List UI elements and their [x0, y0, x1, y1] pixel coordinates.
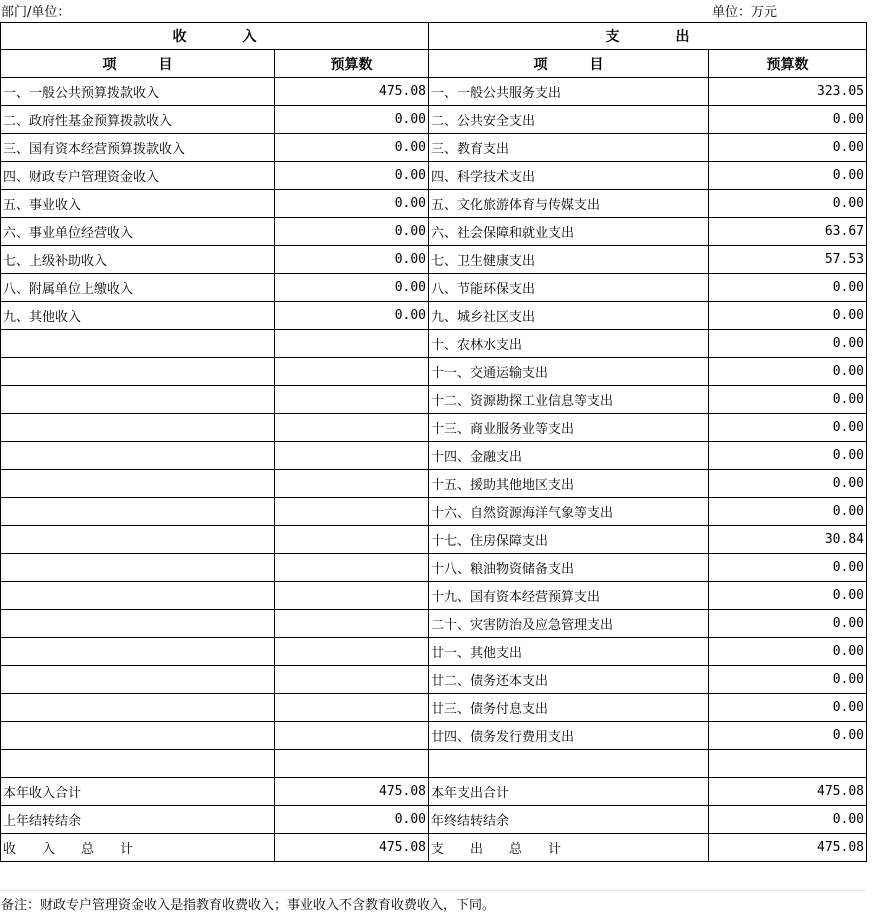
- income-value-cell: [275, 554, 429, 582]
- income-value-cell: [275, 386, 429, 414]
- expense-value-cell: 0.00: [709, 442, 867, 470]
- expense-value-cell: 0.00: [709, 162, 867, 190]
- table-row: [1, 78, 867, 106]
- expense-value-cell: 0.00: [709, 554, 867, 582]
- income-section-title: 收 入: [1, 23, 429, 50]
- expense-item-cell: 廿一、其他支出: [429, 638, 709, 666]
- income-item-cell: 本年收入合计: [1, 778, 275, 806]
- income-item-cell: [1, 666, 275, 694]
- table-row: [1, 302, 867, 330]
- expense-value-cell: 0.00: [709, 582, 867, 610]
- income-item-cell: [1, 386, 275, 414]
- income-value-cell: 475.08: [275, 78, 429, 106]
- expense-item-cell: 五、文化旅游体育与传媒支出: [429, 190, 709, 218]
- income-value-cell: 0.00: [275, 134, 429, 162]
- income-value-cell: 0.00: [275, 806, 429, 834]
- expense-value-cell: [709, 750, 867, 778]
- income-value-cell: [275, 526, 429, 554]
- expense-section-title: 支 出: [429, 23, 867, 50]
- income-budget-header: 预算数: [275, 50, 429, 78]
- income-value-cell: [275, 610, 429, 638]
- income-item-cell: 一、一般公共预算拨款收入: [1, 78, 275, 106]
- expense-value-cell: 0.00: [709, 274, 867, 302]
- expense-value-cell: 57.53: [709, 246, 867, 274]
- expense-value-cell: 0.00: [709, 106, 867, 134]
- expense-value-cell: 0.00: [709, 610, 867, 638]
- income-item-cell: [1, 498, 275, 526]
- expense-item-cell: 廿四、债务发行费用支出: [429, 722, 709, 750]
- expense-value-cell: 0.00: [709, 470, 867, 498]
- income-value-cell: 0.00: [275, 218, 429, 246]
- expense-value-cell: 0.00: [709, 722, 867, 750]
- table-row: [1, 638, 867, 666]
- table-row: [1, 386, 867, 414]
- expense-item-cell: 三、教育支出: [429, 134, 709, 162]
- income-item-cell: [1, 358, 275, 386]
- income-item-cell: [1, 526, 275, 554]
- income-item-cell: 三、国有资本经营预算拨款收入: [1, 134, 275, 162]
- department-label: 部门/单位：: [1, 5, 71, 20]
- income-value-cell: 0.00: [275, 246, 429, 274]
- income-value-cell: 0.00: [275, 302, 429, 330]
- expense-item-header: 项 目: [429, 50, 709, 78]
- expense-item-cell: 十四、金融支出: [429, 442, 709, 470]
- expense-item-cell: 六、社会保障和就业支出: [429, 218, 709, 246]
- income-item-cell: [1, 750, 275, 778]
- expense-value-cell: 0.00: [709, 302, 867, 330]
- income-item-cell: 七、上级补助收入: [1, 246, 275, 274]
- income-item-cell: 六、事业单位经营收入: [1, 218, 275, 246]
- table-row: [1, 778, 867, 806]
- income-value-cell: [275, 330, 429, 358]
- income-value-cell: 475.08: [275, 778, 429, 806]
- expense-item-cell: 本年支出合计: [429, 778, 709, 806]
- table-row: [1, 414, 867, 442]
- budget-table: [0, 22, 867, 862]
- income-item-cell: 五、事业收入: [1, 190, 275, 218]
- income-item-cell: 八、附属单位上缴收入: [1, 274, 275, 302]
- table-row: [1, 666, 867, 694]
- income-item-header: 项 目: [1, 50, 275, 78]
- expense-value-cell: 30.84: [709, 526, 867, 554]
- expense-item-cell: 十八、粮油物资储备支出: [429, 554, 709, 582]
- table-row: [1, 582, 867, 610]
- expense-value-cell: 0.00: [709, 666, 867, 694]
- expense-item-cell: 七、卫生健康支出: [429, 246, 709, 274]
- table-row: [1, 442, 867, 470]
- income-item-cell: [1, 470, 275, 498]
- table-row: [1, 806, 867, 834]
- unit-label: 单位：万元: [712, 5, 778, 20]
- income-item-cell: [1, 554, 275, 582]
- income-item-cell: [1, 722, 275, 750]
- table-row: [1, 554, 867, 582]
- table-row: [1, 246, 867, 274]
- income-value-cell: [275, 722, 429, 750]
- expense-value-cell: 0.00: [709, 498, 867, 526]
- budget-table-body: [1, 23, 867, 862]
- table-row: [1, 330, 867, 358]
- income-item-cell: [1, 442, 275, 470]
- expense-item-cell: 四、科学技术支出: [429, 162, 709, 190]
- expense-item-cell: 十七、住房保障支出: [429, 526, 709, 554]
- expense-item-cell: 廿三、债务付息支出: [429, 694, 709, 722]
- income-value-cell: [275, 442, 429, 470]
- income-value-cell: [275, 414, 429, 442]
- expense-value-cell: 475.08: [709, 778, 867, 806]
- income-value-cell: [275, 582, 429, 610]
- expense-item-cell: 十五、援助其他地区支出: [429, 470, 709, 498]
- expense-item-cell: 十二、资源勘探工业信息等支出: [429, 386, 709, 414]
- table-row: [1, 470, 867, 498]
- expense-value-cell: 0.00: [709, 190, 867, 218]
- table-row: [1, 722, 867, 750]
- table-row: [1, 162, 867, 190]
- income-item-cell: 收 入 总 计: [1, 834, 275, 862]
- expense-value-cell: 0.00: [709, 330, 867, 358]
- income-value-cell: 0.00: [275, 190, 429, 218]
- table-row: [1, 358, 867, 386]
- income-value-cell: 0.00: [275, 106, 429, 134]
- table-row: [1, 134, 867, 162]
- table-row: [1, 750, 867, 778]
- expense-value-cell: 0.00: [709, 134, 867, 162]
- expense-item-cell: 十、农林水支出: [429, 330, 709, 358]
- income-item-cell: 九、其他收入: [1, 302, 275, 330]
- expense-value-cell: 0.00: [709, 806, 867, 834]
- expense-item-cell: 年终结转结余: [429, 806, 709, 834]
- income-value-cell: [275, 358, 429, 386]
- income-value-cell: [275, 694, 429, 722]
- table-row: [1, 834, 867, 862]
- expense-item-cell: 一、一般公共服务支出: [429, 78, 709, 106]
- expense-item-cell: 支 出 总 计: [429, 834, 709, 862]
- income-value-cell: [275, 666, 429, 694]
- income-item-cell: 二、政府性基金预算拨款收入: [1, 106, 275, 134]
- expense-item-cell: 十三、商业服务业等支出: [429, 414, 709, 442]
- income-value-cell: [275, 470, 429, 498]
- expense-item-cell: 二、公共安全支出: [429, 106, 709, 134]
- income-item-cell: [1, 582, 275, 610]
- footnote: 备注：财政专户管理资金收入是指教育收费收入；事业收入不含教育收费收入，下同。: [1, 898, 496, 913]
- income-item-cell: 四、财政专户管理资金收入: [1, 162, 275, 190]
- table-row: [1, 190, 867, 218]
- income-value-cell: 0.00: [275, 162, 429, 190]
- expense-value-cell: 0.00: [709, 358, 867, 386]
- income-value-cell: 0.00: [275, 274, 429, 302]
- table-row: [1, 694, 867, 722]
- income-value-cell: [275, 638, 429, 666]
- income-item-cell: [1, 638, 275, 666]
- expense-value-cell: 63.67: [709, 218, 867, 246]
- expense-item-cell: 十一、交通运输支出: [429, 358, 709, 386]
- table-row: [1, 218, 867, 246]
- blank-row-area: [0, 862, 866, 891]
- table-row: [1, 526, 867, 554]
- expense-item-cell: [429, 750, 709, 778]
- table-row: [1, 106, 867, 134]
- expense-item-cell: 二十、灾害防治及应急管理支出: [429, 610, 709, 638]
- income-item-cell: [1, 610, 275, 638]
- table-row: [1, 610, 867, 638]
- expense-item-cell: 九、城乡社区支出: [429, 302, 709, 330]
- table-row: [1, 498, 867, 526]
- expense-item-cell: 十九、国有资本经营预算支出: [429, 582, 709, 610]
- expense-item-cell: 廿二、债务还本支出: [429, 666, 709, 694]
- income-value-cell: [275, 750, 429, 778]
- income-value-cell: 475.08: [275, 834, 429, 862]
- expense-item-cell: 十六、自然资源海洋气象等支出: [429, 498, 709, 526]
- expense-budget-header: 预算数: [709, 50, 867, 78]
- expense-item-cell: 八、节能环保支出: [429, 274, 709, 302]
- income-item-cell: 上年结转结余: [1, 806, 275, 834]
- expense-value-cell: 475.08: [709, 834, 867, 862]
- expense-value-cell: 0.00: [709, 414, 867, 442]
- column-header-row: [1, 50, 867, 78]
- expense-value-cell: 0.00: [709, 694, 867, 722]
- income-item-cell: [1, 694, 275, 722]
- expense-value-cell: 323.05: [709, 78, 867, 106]
- income-item-cell: [1, 330, 275, 358]
- expense-value-cell: 0.00: [709, 638, 867, 666]
- section-header-row: [1, 23, 867, 50]
- income-value-cell: [275, 498, 429, 526]
- income-item-cell: [1, 414, 275, 442]
- expense-value-cell: 0.00: [709, 386, 867, 414]
- report-header: [0, 0, 872, 22]
- table-row: [1, 274, 867, 302]
